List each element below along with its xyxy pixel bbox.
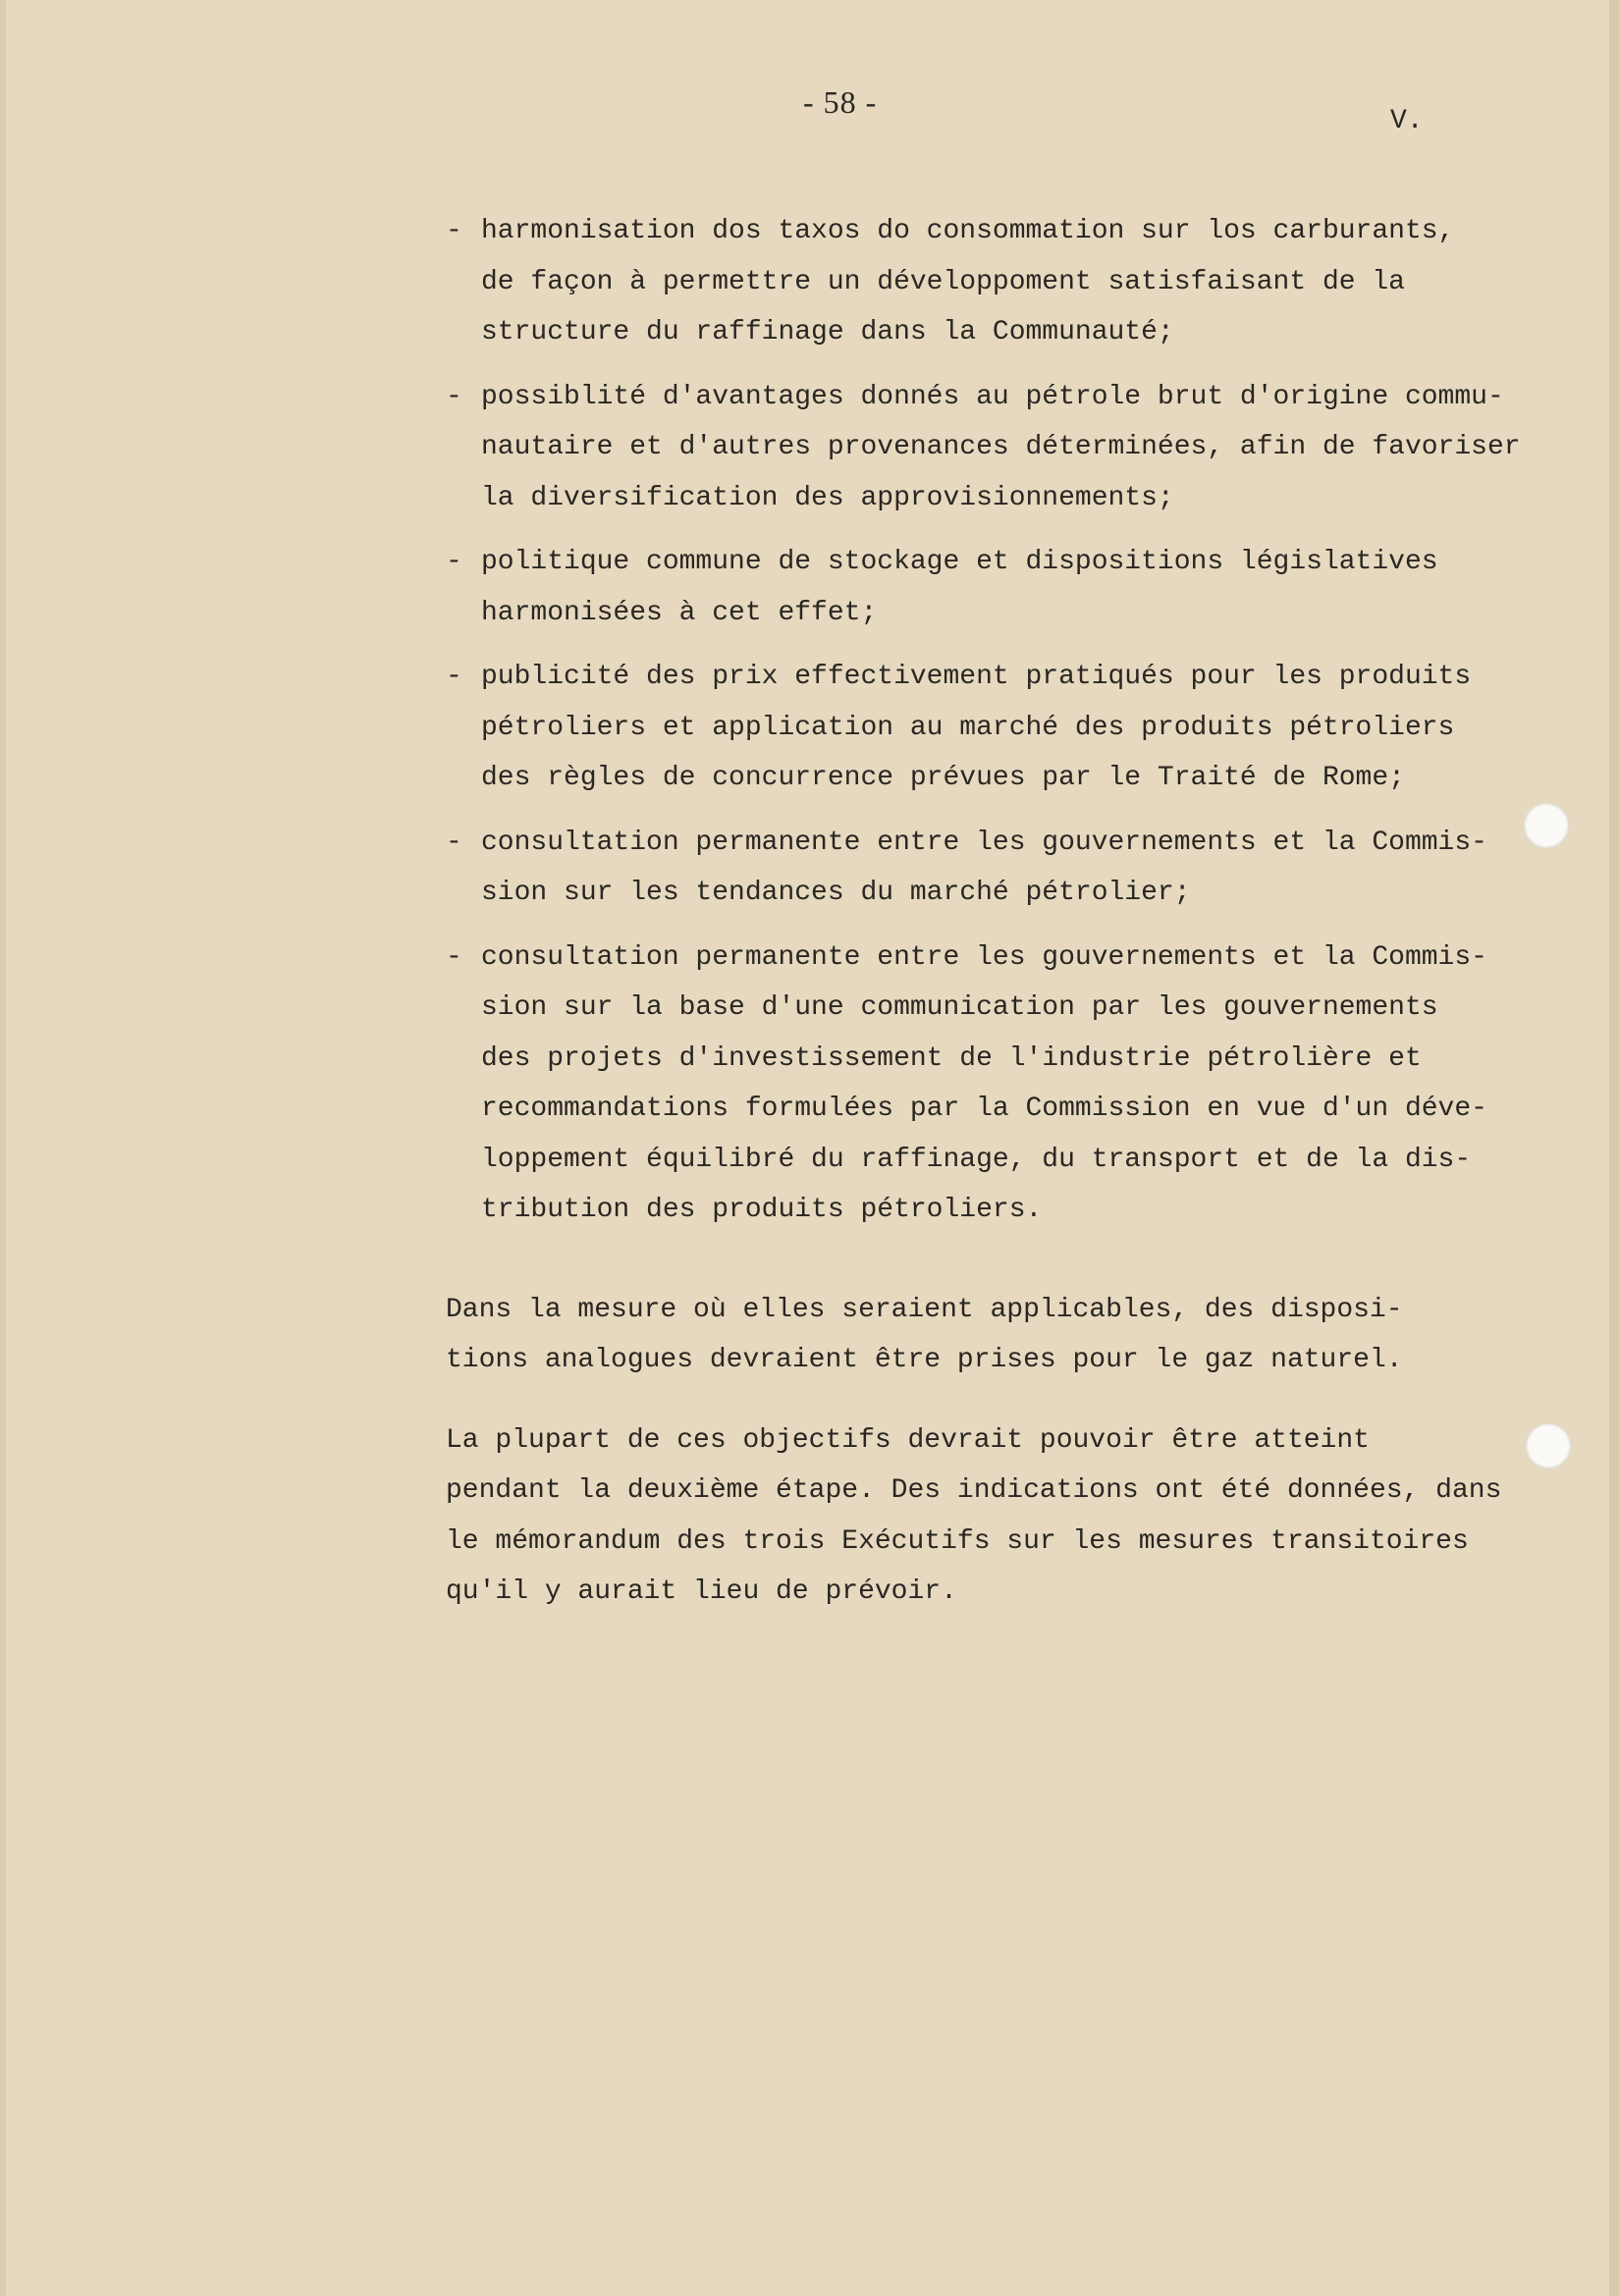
paragraph: La plupart de ces objectifs devrait pouvoir être atteint pendant la deuxième étape. Des indications ont été données, dans le mémorandum des trois Exécutifs sur les mesures transitoires qu'il y aurait lieu de prévoir.: [446, 1424, 1502, 1607]
list-item: [446, 933, 1575, 1236]
bullet-dash: -: [446, 662, 462, 692]
bullet-dash: -: [446, 216, 462, 246]
page-number: - 58 -: [803, 84, 878, 120]
list-item: [446, 206, 1575, 358]
list-item: [446, 372, 1575, 524]
body-text: [446, 206, 1575, 1618]
bullet-dash: -: [446, 827, 462, 858]
list-item-text: consultation permanente entre les gouvernements et la Commis- sion sur la base d'une communication par les gouvernements des projets d'investissement de l'industrie pétrolière et recommandations formulées par la Commission en vue d'un déve- loppement équilibré du raffinage, du transport et de la dis- tribution des produits pétroliers.: [481, 941, 1487, 1225]
list-item-text: politique commune de stockage et dispositions législatives harmonisées à cet effet;: [481, 547, 1438, 628]
list-item: [446, 537, 1575, 638]
punch-hole: [1524, 803, 1569, 848]
bullet-dash: -: [446, 941, 462, 973]
list-item: [446, 818, 1575, 919]
bullet-dash: -: [446, 547, 462, 577]
paragraph: Dans la mesure où elles seraient applicables, des disposi- tions analogues devraient être prises pour le gaz naturel.: [446, 1294, 1403, 1375]
punch-hole: [1526, 1423, 1571, 1468]
section-mark: V.: [1390, 106, 1424, 136]
list-item-text: publicité des prix effectivement pratiqués pour les produits pétroliers et application au marché des produits pétroliers des règles de concurrence prévues par le Traité de Rome;: [481, 662, 1472, 793]
list-item-text: consultation permanente entre les gouvernements et la Commis- sion sur les tendances du marché pétrolier;: [481, 827, 1487, 908]
list-item: [446, 652, 1575, 804]
list-item-text: harmonisation dos taxos do consommation sur los carburants, de façon à permettre un développoment satisfaisant de la structure du raffinage dans la Communauté;: [481, 216, 1455, 347]
list-item-text: possiblité d'avantages donnés au pétrole brut d'origine commu- nautaire et d'autres provenances déterminées, afin de favoriser la diversification des approvisionnements;: [481, 381, 1521, 513]
bullet-dash: -: [446, 381, 462, 412]
